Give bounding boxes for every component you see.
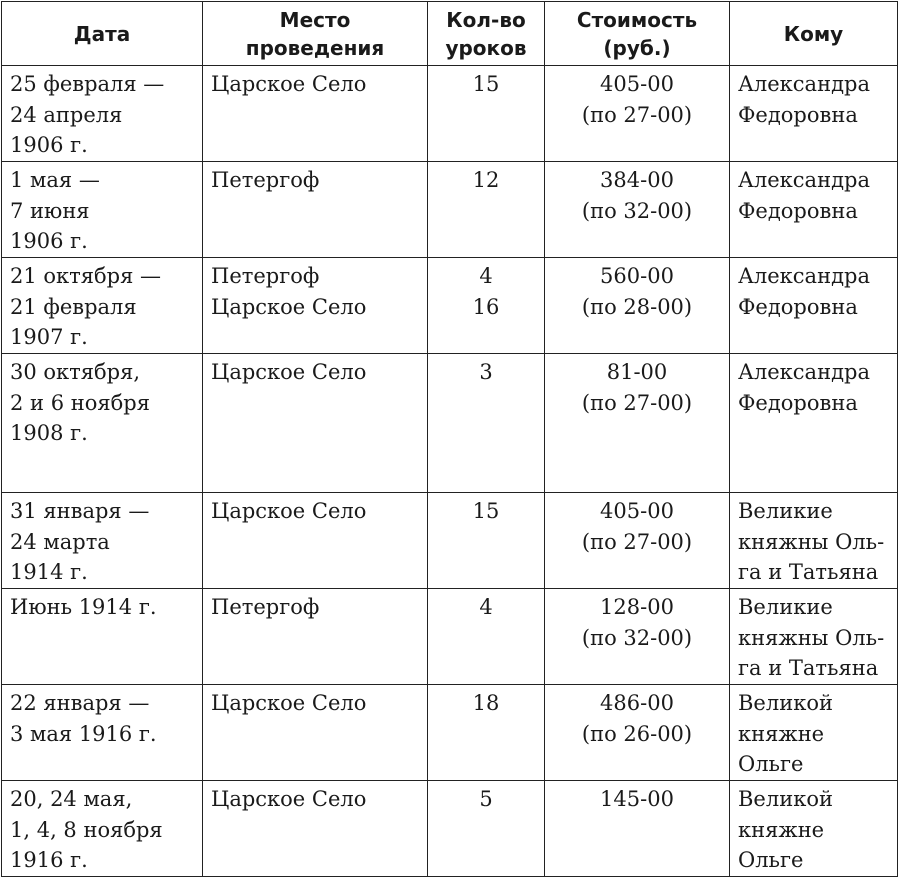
text-line: 128-00	[600, 595, 674, 619]
text-line: 3	[479, 360, 493, 384]
text-line: княжны Оль-	[738, 625, 885, 650]
table-row	[2, 66, 898, 162]
cell-cost	[545, 493, 730, 589]
text-line: 486-00	[600, 691, 674, 715]
text-line: га и Татьяна	[738, 560, 879, 584]
text-line: Ольге	[738, 848, 804, 872]
cell-place	[203, 354, 428, 493]
header-recipient	[730, 2, 898, 66]
text-line: (по 27-00)	[581, 390, 693, 415]
text-line: Царское Село	[211, 72, 367, 96]
text-line: уроков	[445, 35, 527, 60]
cell-place	[203, 66, 428, 162]
text-line: 15	[472, 499, 500, 523]
table-body	[2, 66, 898, 877]
text-line: Петергоф	[211, 168, 320, 192]
cell-count	[428, 66, 545, 162]
text-line: 384-00	[600, 168, 674, 192]
text-line: Федоровна	[738, 198, 858, 223]
text-line: Федоровна	[738, 390, 858, 415]
cell-cost	[545, 162, 730, 258]
cell-date	[2, 493, 203, 589]
cell-cost	[545, 685, 730, 781]
header-cost	[545, 2, 730, 66]
text-line: (по 26-00)	[581, 721, 693, 746]
cell-cost	[545, 354, 730, 493]
cell-place	[203, 493, 428, 589]
cell-date	[2, 162, 203, 258]
text-line: Царское Село	[211, 294, 367, 319]
text-line: 15	[472, 72, 500, 96]
header-date	[2, 2, 203, 66]
text-line: Петергоф	[211, 264, 320, 288]
cell-recipient	[730, 493, 898, 589]
text-line: княжне	[738, 817, 825, 842]
cell-date	[2, 66, 203, 162]
text-line: 3 мая 1916 г.	[10, 721, 157, 746]
text-line: 4	[479, 264, 493, 288]
cell-count	[428, 493, 545, 589]
text-line: Царское Село	[211, 691, 367, 715]
text-line: 25 февраля —	[10, 72, 165, 96]
text-line: 22 января —	[10, 691, 150, 715]
text-line: Великой	[738, 787, 833, 811]
text-line: Стоимость	[576, 7, 698, 32]
text-line: 1908 г.	[10, 421, 88, 445]
text-line: 1906 г.	[10, 133, 88, 157]
text-line: 405-00	[600, 72, 674, 96]
cell-cost	[545, 66, 730, 162]
text-line: княжны Оль-	[738, 529, 885, 554]
text-line: Царское Село	[211, 360, 367, 384]
cell-date	[2, 685, 203, 781]
text-line: проведения	[245, 35, 385, 60]
cell-recipient	[730, 781, 898, 877]
cell-place	[203, 258, 428, 354]
cell-cost	[545, 258, 730, 354]
text-line: (по 32-00)	[581, 625, 693, 650]
text-line: (по 32-00)	[581, 198, 693, 223]
text-line: 1907 г.	[10, 325, 88, 349]
text-line: 30 октября,	[10, 360, 141, 384]
cell-place	[203, 589, 428, 685]
cell-date	[2, 258, 203, 354]
table-header	[2, 2, 898, 66]
header-count	[428, 2, 545, 66]
cell-recipient	[730, 162, 898, 258]
cell-recipient	[730, 66, 898, 162]
text-line: Июнь 1914 г.	[10, 595, 157, 619]
text-line: 24 апреля	[10, 102, 123, 127]
header-place	[203, 2, 428, 66]
cell-place	[203, 162, 428, 258]
cell-place	[203, 685, 428, 781]
cell-date	[2, 589, 203, 685]
text-line: Дата	[73, 21, 131, 46]
text-line: Великие	[738, 595, 833, 619]
cell-count	[428, 589, 545, 685]
text-line: 560-00	[600, 264, 674, 288]
text-line: Федоровна	[738, 102, 858, 127]
cell-recipient	[730, 589, 898, 685]
text-line: 1 мая —	[10, 168, 100, 192]
text-line: 1914 г.	[10, 560, 88, 584]
text-line: 16	[472, 294, 500, 319]
text-line: Кол-во	[446, 7, 526, 32]
cell-cost	[545, 781, 730, 877]
cell-date	[2, 354, 203, 493]
text-line: княжне	[738, 721, 825, 746]
text-line: Петергоф	[211, 595, 320, 619]
text-line: 1, 4, 8 ноября	[10, 817, 163, 842]
cell-count	[428, 685, 545, 781]
table-row	[2, 258, 898, 354]
text-line: Место	[279, 7, 351, 32]
text-line: Александра	[738, 168, 870, 192]
table-row	[2, 162, 898, 258]
text-line: 18	[472, 691, 500, 715]
header-row	[2, 2, 898, 66]
cell-count	[428, 354, 545, 493]
text-line: 21 октября —	[10, 264, 162, 288]
text-line: 4	[479, 595, 493, 619]
text-line: (руб.)	[603, 35, 671, 60]
table-row	[2, 685, 898, 781]
cell-recipient	[730, 258, 898, 354]
text-line: 7 июня	[10, 198, 90, 223]
text-line: Царское Село	[211, 499, 367, 523]
text-line: (по 28-00)	[581, 294, 693, 319]
text-line: 405-00	[600, 499, 674, 523]
text-line: 20, 24 мая,	[10, 787, 133, 811]
text-line: Кому	[783, 21, 844, 46]
text-line: 24 марта	[10, 529, 110, 554]
text-line: Великие	[738, 499, 833, 523]
text-line: 1906 г.	[10, 229, 88, 253]
text-line: Великой	[738, 691, 833, 715]
text-line: Федоровна	[738, 294, 858, 319]
lessons-table	[1, 1, 898, 877]
text-line: 81-00	[606, 360, 668, 384]
cell-count	[428, 162, 545, 258]
text-line: Александра	[738, 72, 870, 96]
table-row	[2, 781, 898, 877]
text-line: (по 27-00)	[581, 102, 693, 127]
cell-place	[203, 781, 428, 877]
text-line: 21 февраля	[10, 294, 137, 319]
text-line: 5	[479, 787, 493, 811]
table-row	[2, 493, 898, 589]
cell-cost	[545, 589, 730, 685]
cell-count	[428, 258, 545, 354]
text-line: Ольге	[738, 752, 804, 776]
cell-date	[2, 781, 203, 877]
cell-recipient	[730, 354, 898, 493]
cell-count	[428, 781, 545, 877]
text-line: 1916 г.	[10, 848, 88, 872]
table-row	[2, 354, 898, 493]
text-line: (по 27-00)	[581, 529, 693, 554]
text-line: 31 января —	[10, 499, 150, 523]
text-line: 2 и 6 ноября	[10, 390, 150, 415]
text-line: Александра	[738, 264, 870, 288]
table-row	[2, 589, 898, 685]
text-line: Царское Село	[211, 787, 367, 811]
text-line: га и Татьяна	[738, 656, 879, 680]
text-line: 12	[472, 168, 500, 192]
cell-recipient	[730, 685, 898, 781]
text-line: Александра	[738, 360, 870, 384]
text-line: 145-00	[600, 787, 674, 811]
